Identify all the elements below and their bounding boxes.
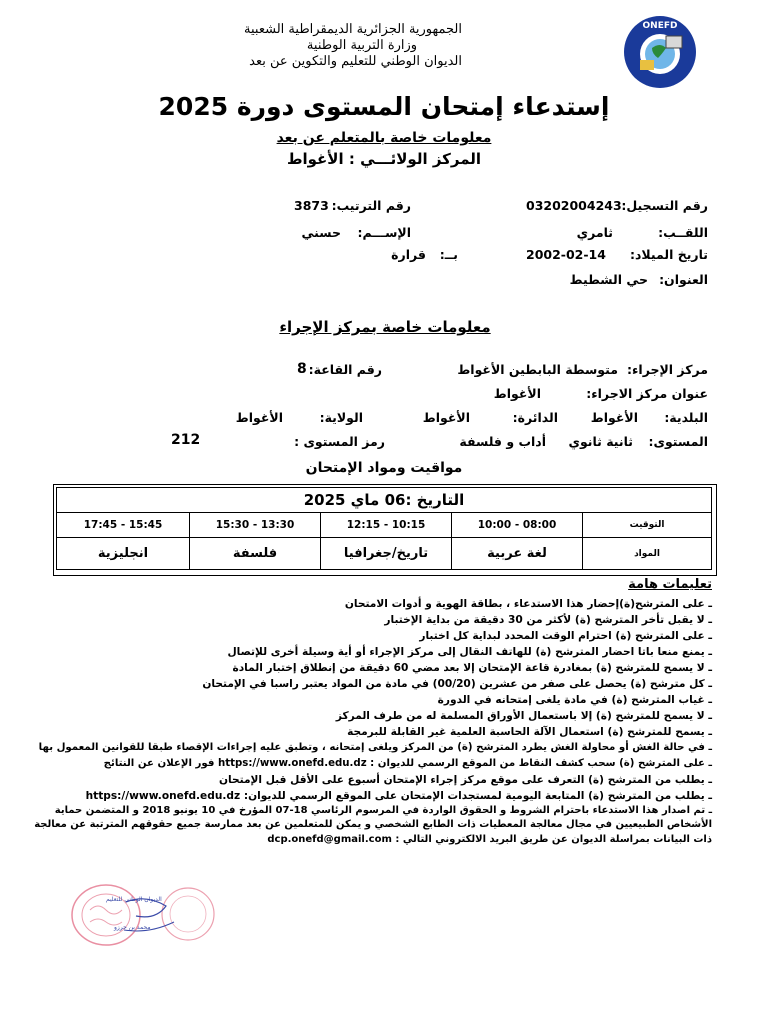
surname-label: اللقــب:	[658, 225, 708, 240]
birthplace-label: بــ:	[439, 247, 458, 262]
time-slot-2: 12:15 - 10:15	[321, 513, 452, 538]
schedule-table	[56, 512, 712, 570]
stamp-line-1: الديوان الوطني للتعليم	[106, 896, 162, 903]
instruction-item: ـ لا يسمح للمترشح (ة) بمغادرة قاعة الإمتحان إلا بعد مضي 60 دقيقة من إنطلاق إختبار المادة	[232, 662, 712, 674]
branch-value: أداب و فلسفة	[459, 434, 546, 449]
subject-4: انجليزية	[57, 538, 190, 570]
level-code-value: 212	[171, 432, 201, 448]
stamp-line-2: محمد بن حرزو	[114, 924, 151, 931]
address-label: العنوان:	[659, 272, 708, 287]
daira-value: الأغواط	[422, 410, 470, 425]
time-slot-1: 10:00 - 08:00	[452, 513, 583, 538]
level-code-label: رمز المستوى :	[294, 434, 385, 449]
onefd-logo	[622, 14, 698, 90]
subject-row	[57, 538, 712, 570]
subjects-header: المواد	[583, 538, 712, 570]
level-label: المستوى:	[648, 434, 708, 449]
wilaya-label: الولاية:	[319, 410, 363, 425]
learner-section-title: معلومات خاصة بالمتعلم عن بعد	[276, 130, 492, 146]
time-slot-3: 15:30 - 13:30	[190, 513, 321, 538]
surname-value: ثامري	[576, 225, 613, 240]
birthplace-value: قرارة	[391, 247, 426, 262]
center-address-value: الأغواط	[493, 386, 541, 401]
room-label: رقم القاعة:	[308, 362, 382, 377]
address-value: حي الشطيط	[569, 272, 648, 287]
regional-center: المركز الولائـــي : الأغواط	[286, 150, 482, 168]
instruction-item: ـ يطلب من المترشح (ة) التعرف على موقع مركز إجراء الإمتحان أسبوع على الأقل قبل الإمتحان	[218, 774, 712, 786]
wilaya-value: الأغواط	[235, 410, 283, 425]
subject-3: فلسفة	[190, 538, 321, 570]
daira-label: الدائرة:	[512, 410, 558, 425]
instruction-item: ـ على المترشح (ة) سحب كشف النقاط من الموقع الرسمي للديوان : https://www.onefd.edu.dz فور الإعلان عن النتائج	[103, 758, 712, 769]
instruction-item: ـ تم اصدار هذا الاستدعاء باحترام الشروط و الحقوق الواردة في المرسوم الرئاسي 18-07 المؤرخ في 10 يونيو 2018 و المتضمن حماية	[54, 805, 712, 816]
instruction-item: ـ يطلب من المترشح (ة) المتابعة اليومية لمستجدات الإمتحان على الموقع الرسمي للديوان: https://www.onefd.edu.dz	[85, 790, 712, 802]
name-value: حسني	[301, 225, 341, 240]
birthdate-value: 2002-02-14	[526, 247, 606, 262]
instruction-item: ـ لا يقبل تأخر المترشح (ة) لأكثر من 30 دقيقة من بداية الإختبار	[384, 614, 712, 626]
instruction-item: ـ لا يسمح للمترشح (ة) إلا باستعمال الأوراق المسلمة له من طرف المركز	[335, 710, 712, 722]
center-address-label: عنوان مركز الاجراء:	[586, 386, 708, 401]
instruction-item: ـ يمنع منعا باتا احضار المترشح (ة) للهاتف النقال إلى مركز الإجراء أو أية وسيلة أخرى للإتصال	[227, 646, 712, 658]
municipality-value: الأغواط	[590, 410, 638, 425]
instruction-item: ذات البيانات بمراسلة الديوان عن طريق البريد الالكتروني التالي : dcp.onefd@gmail.com	[267, 834, 712, 845]
rank-label: رقم الترتيب:	[331, 198, 411, 213]
instructions-title: تعليمات هامة	[628, 577, 712, 592]
level-value: ثانية ثانوي	[568, 434, 633, 449]
instruction-item: ـ كل مترشح (ة) يحصل على صفر من عشرين (00/20) في مادة من المواد يعتبر راسبا في الإمتحان	[202, 678, 712, 690]
header-office: الديوان الوطني للتعليم والتكوين عن بعد	[249, 54, 462, 69]
municipality-label: البلدية:	[664, 410, 708, 425]
time-slot-4: 17:45 - 15:45	[57, 513, 190, 538]
center-section-title: معلومات خاصة بمركز الإجراء	[279, 318, 491, 336]
instruction-item: الأشخاص الطبيعيين في مجال معالجة المعطيات ذات الطابع الشخصي و يمكن للمتعلمين عن بعد ممارسة جميع حقوقهم المترتبة عن معالجة	[34, 819, 712, 830]
instruction-item: ـ على المترشح (ة) احترام الوقت المحدد لبداية كل اختبار	[419, 630, 712, 642]
time-row	[57, 513, 712, 538]
schedule-title: مواقيت ومواد الإمتحان	[305, 460, 463, 476]
instruction-item: ـ يسمح للمترشح (ة) استعمال الآلة الحاسبة العلمية غير القابلة للبرمجة	[347, 726, 712, 738]
header-ministry: وزارة التربية الوطنية	[306, 38, 418, 53]
official-stamp	[66, 880, 226, 950]
instruction-item: ـ غياب المترشح (ة) في مادة يلغى إمتحانه في الدورة	[437, 694, 712, 706]
subject-2: تاريخ/جغرافيا	[321, 538, 452, 570]
exam-date: التاريخ :06 ماي 2025	[56, 487, 712, 513]
registration-label: رقم التسجيل:	[621, 198, 708, 213]
page-title: إستدعاء إمتحان المستوى دورة 2025	[158, 92, 610, 121]
logo-text: ONEFD	[642, 21, 678, 31]
rank-value: 3873	[294, 198, 329, 213]
instruction-item: ـ على المترشح(ة)إحضار هذا الاستدعاء ، بطاقة الهوية و أدوات الامتحان	[344, 598, 712, 610]
center-label: مركز الإجراء:	[627, 362, 708, 377]
registration-value: 03202004243	[526, 198, 622, 213]
room-value: 8	[297, 361, 307, 377]
time-header: التوقيت	[583, 513, 712, 538]
center-value: متوسطة البابطين الأغواط	[457, 362, 618, 377]
subject-1: لغة عربية	[452, 538, 583, 570]
header-republic: الجمهورية الجزائرية الديمقراطية الشعبية	[244, 22, 462, 37]
instruction-item: ـ في حالة الغش أو محاولة الغش يطرد المترشح (ة) من المركز ويلغى إمتحانه ، وتطبق عليه إجراءات الإقصاء طبقا للقوانين المعمول بها	[38, 742, 712, 753]
instructions-list	[34, 596, 712, 848]
birthdate-label: تاريخ الميلاد:	[629, 247, 708, 262]
name-label: الإســـم:	[357, 225, 411, 240]
